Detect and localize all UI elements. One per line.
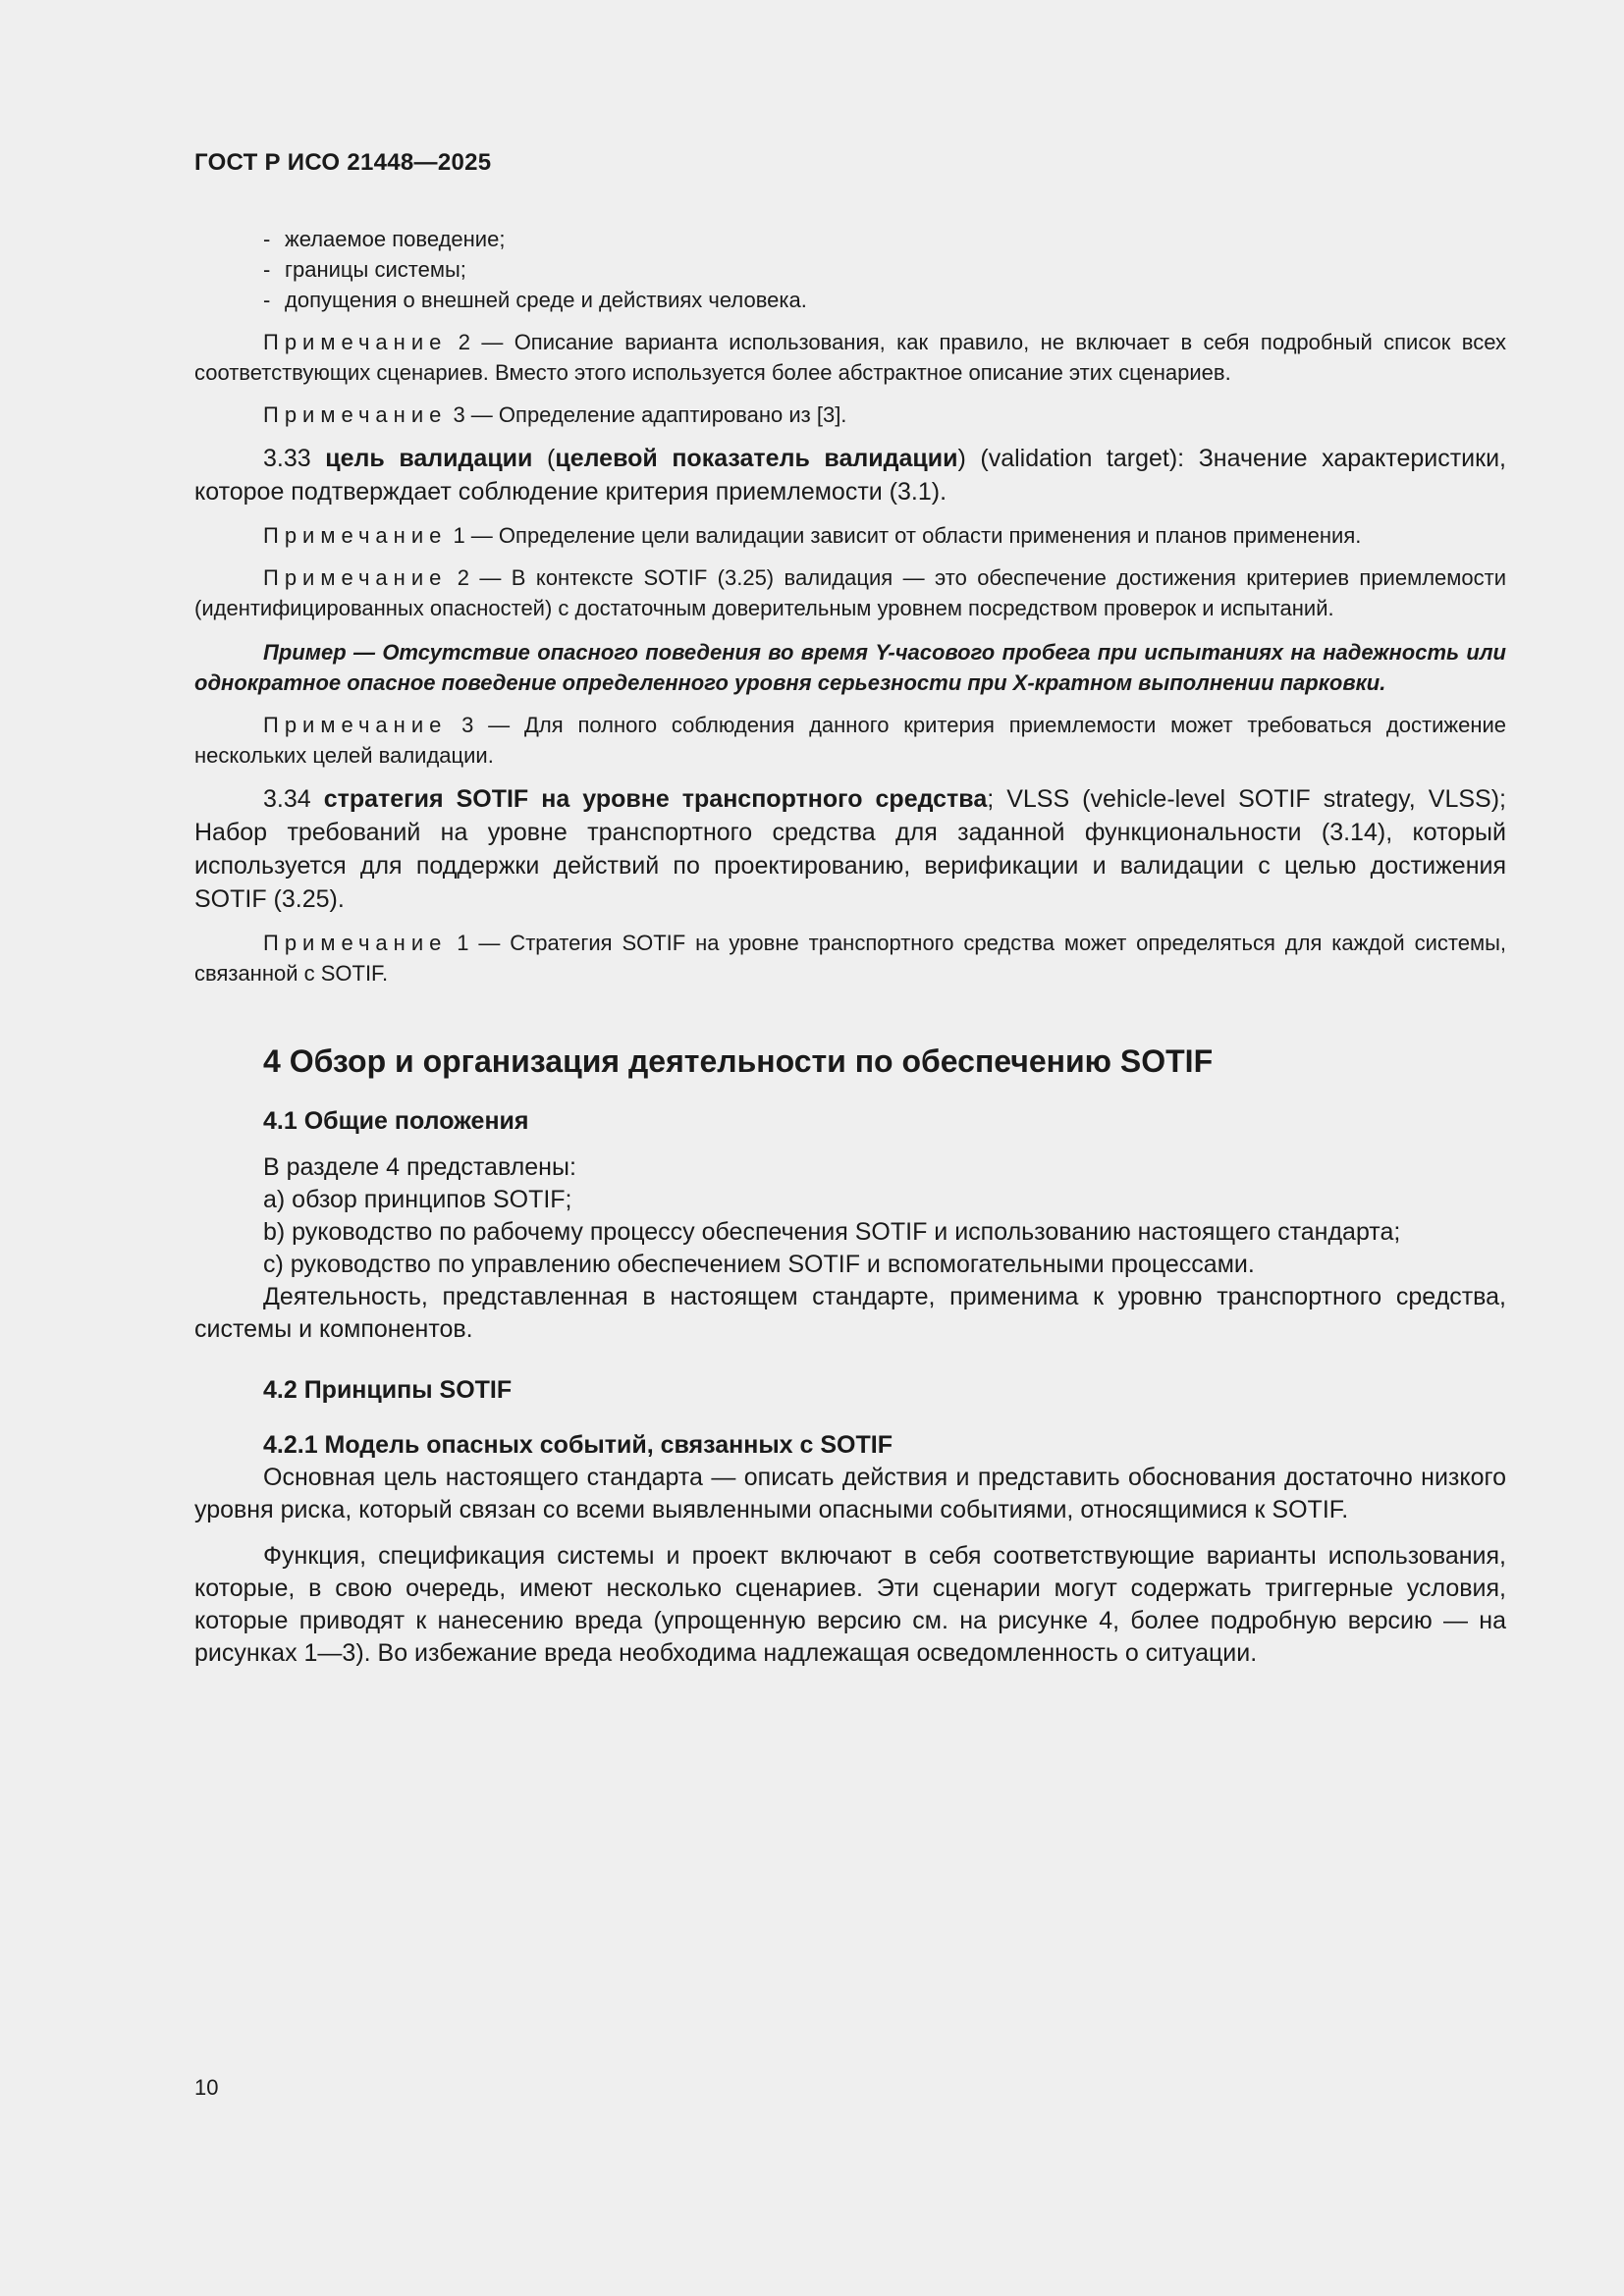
page-body — [194, 224, 1506, 1670]
note-paragraph: Примечание 1 — Определение цели валидации зависит от области применения и планов применения. — [263, 523, 1362, 548]
term-definition-3-33: 3.33 цель валидации (целевой показатель валидации) (validation target): Значение характеристики, которое подтверждает соблюдение критерия приемлемости (3.1). — [194, 445, 1506, 506]
document-header: ГОСТ Р ИСО 21448—2025 — [194, 149, 492, 176]
subsubsection-heading: 4.2.1 Модель опасных событий, связанных с SOTIF — [263, 1431, 893, 1459]
section-heading: 4 Обзор и организация деятельности по обеспечению SOTIF — [263, 1043, 1214, 1079]
note-paragraph: Примечание 3 — Для полного соблюдения данного критерия приемлемости может требоваться достижение нескольких целей валидации. — [194, 713, 1506, 768]
body-paragraph: c) руководство по управлению обеспечением SOTIF и вспомогательными процессами. — [263, 1251, 1255, 1278]
body-paragraph: Основная цель настоящего стандарта — описать действия и представить обоснования достаточно низкого уровня риска, который связан со всеми выявленными опасными событиями, относящимися к SOTIF. — [194, 1464, 1506, 1523]
list-item: - желаемое поведение; — [263, 227, 506, 251]
subsection-heading: 4.1 Общие положения — [263, 1107, 529, 1135]
body-paragraph: Деятельность, представленная в настоящем стандарте, применима к уровню транспортного средства, системы и компонентов. — [194, 1283, 1506, 1343]
body-paragraph: Функция, спецификация системы и проект включают в себя соответствующие варианты использования, которые, в свою очередь, имеют несколько сценариев. Эти сценарии могут содержать триггерные условия, которые приводят к нанесению вреда (упрощенную версию см. на рисунке 4, более подробную версию — на рисунках 1—3). Во избежание вреда необходима надлежащая осведомленность о ситуации. — [194, 1542, 1506, 1667]
body-paragraph: В разделе 4 представлены: — [263, 1153, 576, 1181]
bullet-list — [194, 224, 1506, 315]
list-item: - допущения о внешней среде и действиях человека. — [263, 288, 807, 312]
body-paragraph: a) обзор принципов SOTIF; — [263, 1186, 572, 1213]
subsection-heading: 4.2 Принципы SOTIF — [263, 1376, 513, 1404]
note-paragraph: Примечание 3 — Определение адаптировано из [3]. — [263, 402, 847, 427]
example-paragraph: Пример — Отсутствие опасного поведения во время Y-часового пробега при испытаниях на надежность или однократное опасное поведение определенного уровня серьезности при Х-кратном выполнении парковки. — [194, 640, 1506, 695]
note-paragraph: Примечание 2 — Описание варианта использования, как правило, не включает в себя подробный список всех соответствующих сценариев. Вместо этого используется более абстрактное описание этих сценариев. — [194, 330, 1506, 385]
note-paragraph: Примечание 1 — Стратегия SOTIF на уровне транспортного средства может определяться для каждой системы, связанной с SOTIF. — [194, 931, 1506, 986]
page-number: 10 — [194, 2075, 219, 2100]
list-item: - границы системы; — [263, 257, 466, 282]
term-definition-3-34: 3.34 стратегия SOTIF на уровне транспортного средства; VLSS (vehicle-level SOTIF strategy, VLSS); Набор требований на уровне транспортного средства для заданной функциональности (3.14), который используется для поддержки действий по проектированию, верификации и валидации с целью достижения SOTIF (3.25). — [194, 785, 1506, 913]
body-paragraph: b) руководство по рабочему процессу обеспечения SOTIF и использованию настоящего стандарта; — [263, 1218, 1401, 1246]
note-paragraph: Примечание 2 — В контексте SOTIF (3.25) валидация — это обеспечение достижения критериев приемлемости (идентифицированных опасностей) с достаточным доверительным уровнем посредством проверок и испытаний. — [194, 565, 1506, 620]
